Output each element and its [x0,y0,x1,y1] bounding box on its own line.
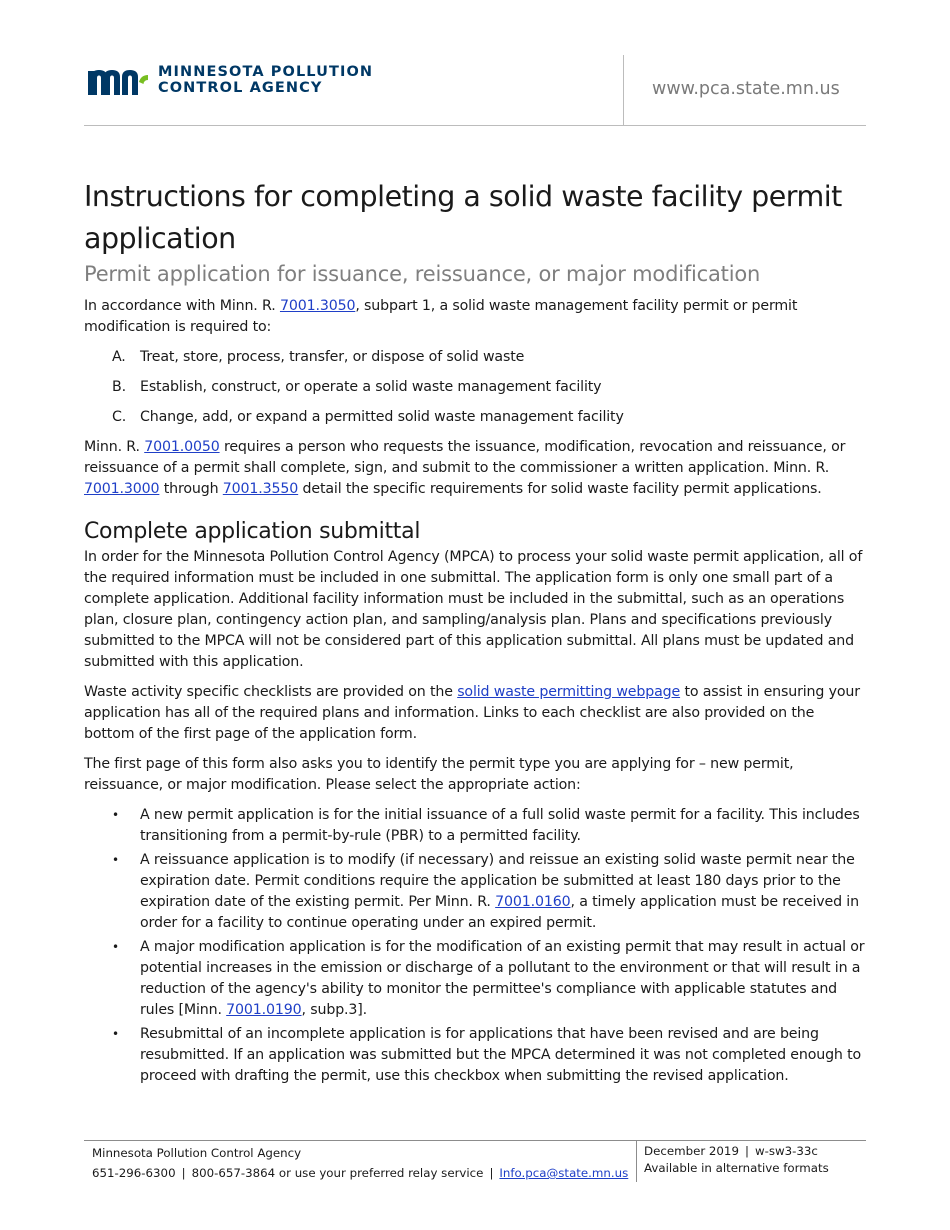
agency-name-line2: CONTROL AGENCY [158,79,323,96]
header-divider [623,55,624,125]
intro-text-after: , subpart 1, a solid waste management facility permit or permit modification is required to: [84,298,798,335]
footer-doc-info [644,1143,829,1177]
rule-text-3: through [159,481,223,497]
requirements-list [84,347,866,428]
bullet-icon: • [112,1027,119,1041]
footer-formats: Available in alternative formats [644,1161,829,1175]
checklist-paragraph [84,682,866,745]
list-item-text [140,805,866,847]
rule-link-7001-0160[interactable]: 7001.0160 [495,894,571,910]
site-url[interactable]: www.pca.state.mn.us [652,79,840,99]
footer-rule [84,1140,866,1141]
checklist-text-before: Waste activity specific checklists are provided on the [84,684,458,700]
list-item [84,937,866,1021]
page-header [84,55,866,125]
submittal-paragraph: In order for the Minnesota Pollution Control Agency (MPCA) to process your solid waste permit application, all of the required information must be included in one submittal. The application form is only one small part of a complete application. Additional facility information must be included in the submittal, such as an operations plan, closure plan, contingency action plan, and sampling/analysis plan. Plans and specifications previously submitted to the MPCA will not be considered part of this application submittal. All plans must be updated and submitted with this application. [84,549,863,670]
list-item [84,1024,866,1087]
footer-separator: | [181,1166,186,1180]
bullet-text: A reissuance application is to modify (if necessary) and reissue an existing solid waste permit near the expiration date. Permit conditions require the application be submitted at least 180 days prior to the expiration date of the existing permit. Per Minn. R. [140,852,855,910]
footer-doc-id: w-sw3-33c [754,1144,818,1158]
footer-date-line [644,1143,829,1160]
footer-separator: | [489,1166,494,1180]
list-item-text: Establish, construct, or operate a solid waste management facility [140,379,602,395]
bullet-text: A major modification application is for the modification of an existing permit that may result in actual or potential increases in the emission or discharge of a pollutant to the environment or that will result in a reduction of the agency's ability to monitor the permittee's compliance with applicable statutes and rules [Minn. [140,939,865,1018]
header-rule [84,125,866,126]
list-item-text: Treat, store, process, transfer, or dispose of solid waste [140,349,525,365]
checklist-text-after: to assist in ensuring your application has all of the required plans and information. Links to each checklist are also provided on the bottom of the first page of the application form. [84,684,860,742]
footer-phone-2: 800-657-3864 or use your preferred relay service [191,1166,484,1180]
footer-agency: Minnesota Pollution Control Agency [92,1146,302,1160]
bullet-icon: • [112,940,119,954]
bullet-text-after: , a timely application must be received in order for a facility to continue operating under an expired permit. [140,894,859,931]
rule-link-7001-0050[interactable]: 7001.0050 [144,439,220,455]
rule-link-7001-3000[interactable]: 7001.3000 [84,481,160,497]
bullet-text: A new permit application is for the initial issuance of a full solid waste permit for a facility. This includes transitioning from a permit-by-rule (PBR) to a permitted facility. [140,807,860,844]
footer-phone-1: 651-296-6300 [92,1166,176,1180]
permit-type-list [84,805,866,1087]
list-item [84,377,866,398]
bullet-text-after: , subp.3]. [301,1002,368,1018]
rule-link-7001-3050[interactable]: 7001.3050 [279,298,356,314]
intro-paragraph [84,296,866,338]
rule-link-7001-3550[interactable]: 7001.3550 [222,481,299,497]
list-item [84,347,866,368]
list-item-label: B. [112,379,126,395]
list-item [84,805,866,847]
bullet-icon: • [112,808,119,822]
list-item-text [140,1024,866,1087]
bullet-icon: • [112,853,119,867]
rule-text-4: detail the specific requirements for solid waste facility permit applications. [298,481,822,497]
list-item-text: Change, add, or expand a permitted solid waste management facility [140,409,624,425]
page-title: Instructions for completing a solid waste facility permit application [84,180,842,255]
section-heading: Complete application submittal [84,519,421,544]
list-item-label: C. [112,409,127,425]
agency-name [158,65,373,96]
list-item-text [140,850,866,934]
document-body [84,176,866,1090]
bullet-text: Resubmittal of an incomplete application is for applications that have been revised and are being resubmitted. If an application was submitted but the MPCA determined it was not completed enough to proceed with drafting the permit, use this checkbox when submitting the revised application. [140,1026,862,1084]
intro-text-before: In accordance with Minn. R. [84,298,280,314]
footer-phones [92,1163,628,1183]
list-item [84,850,866,934]
rule-text-1: Minn. R. [84,439,145,455]
mpca-logo-mark-icon [88,66,150,96]
rule-text-2: requires a person who requests the issuance, modification, revocation and reissuance, or reissuance of a permit shall complete, sign, and submit to the commissioner a written application. Minn. R. [84,439,846,476]
list-item-text [140,937,866,1021]
footer-date: December 2019 [644,1144,739,1158]
agency-name-line1: MINNESOTA POLLUTION [158,64,374,80]
list-item [84,407,866,428]
footer-contact [92,1143,628,1183]
rule-link-7001-0190[interactable]: 7001.0190 [226,1002,302,1018]
rule-paragraph [84,437,866,500]
mpca-logo[interactable] [88,65,373,96]
footer-divider [636,1140,637,1182]
footer-separator: | [744,1144,749,1158]
permitting-webpage-link[interactable]: solid waste permitting webpage [457,684,681,700]
list-item-label: A. [112,349,126,365]
page-subtitle: Permit application for issuance, reissuance, or major modification [84,262,761,286]
footer-email-link[interactable]: Info.pca@state.mn.us [499,1166,629,1180]
permit-type-paragraph: The first page of this form also asks you to identify the permit type you are applying for – new permit, reissuance, or major modification. Please select the appropriate action: [84,756,794,793]
